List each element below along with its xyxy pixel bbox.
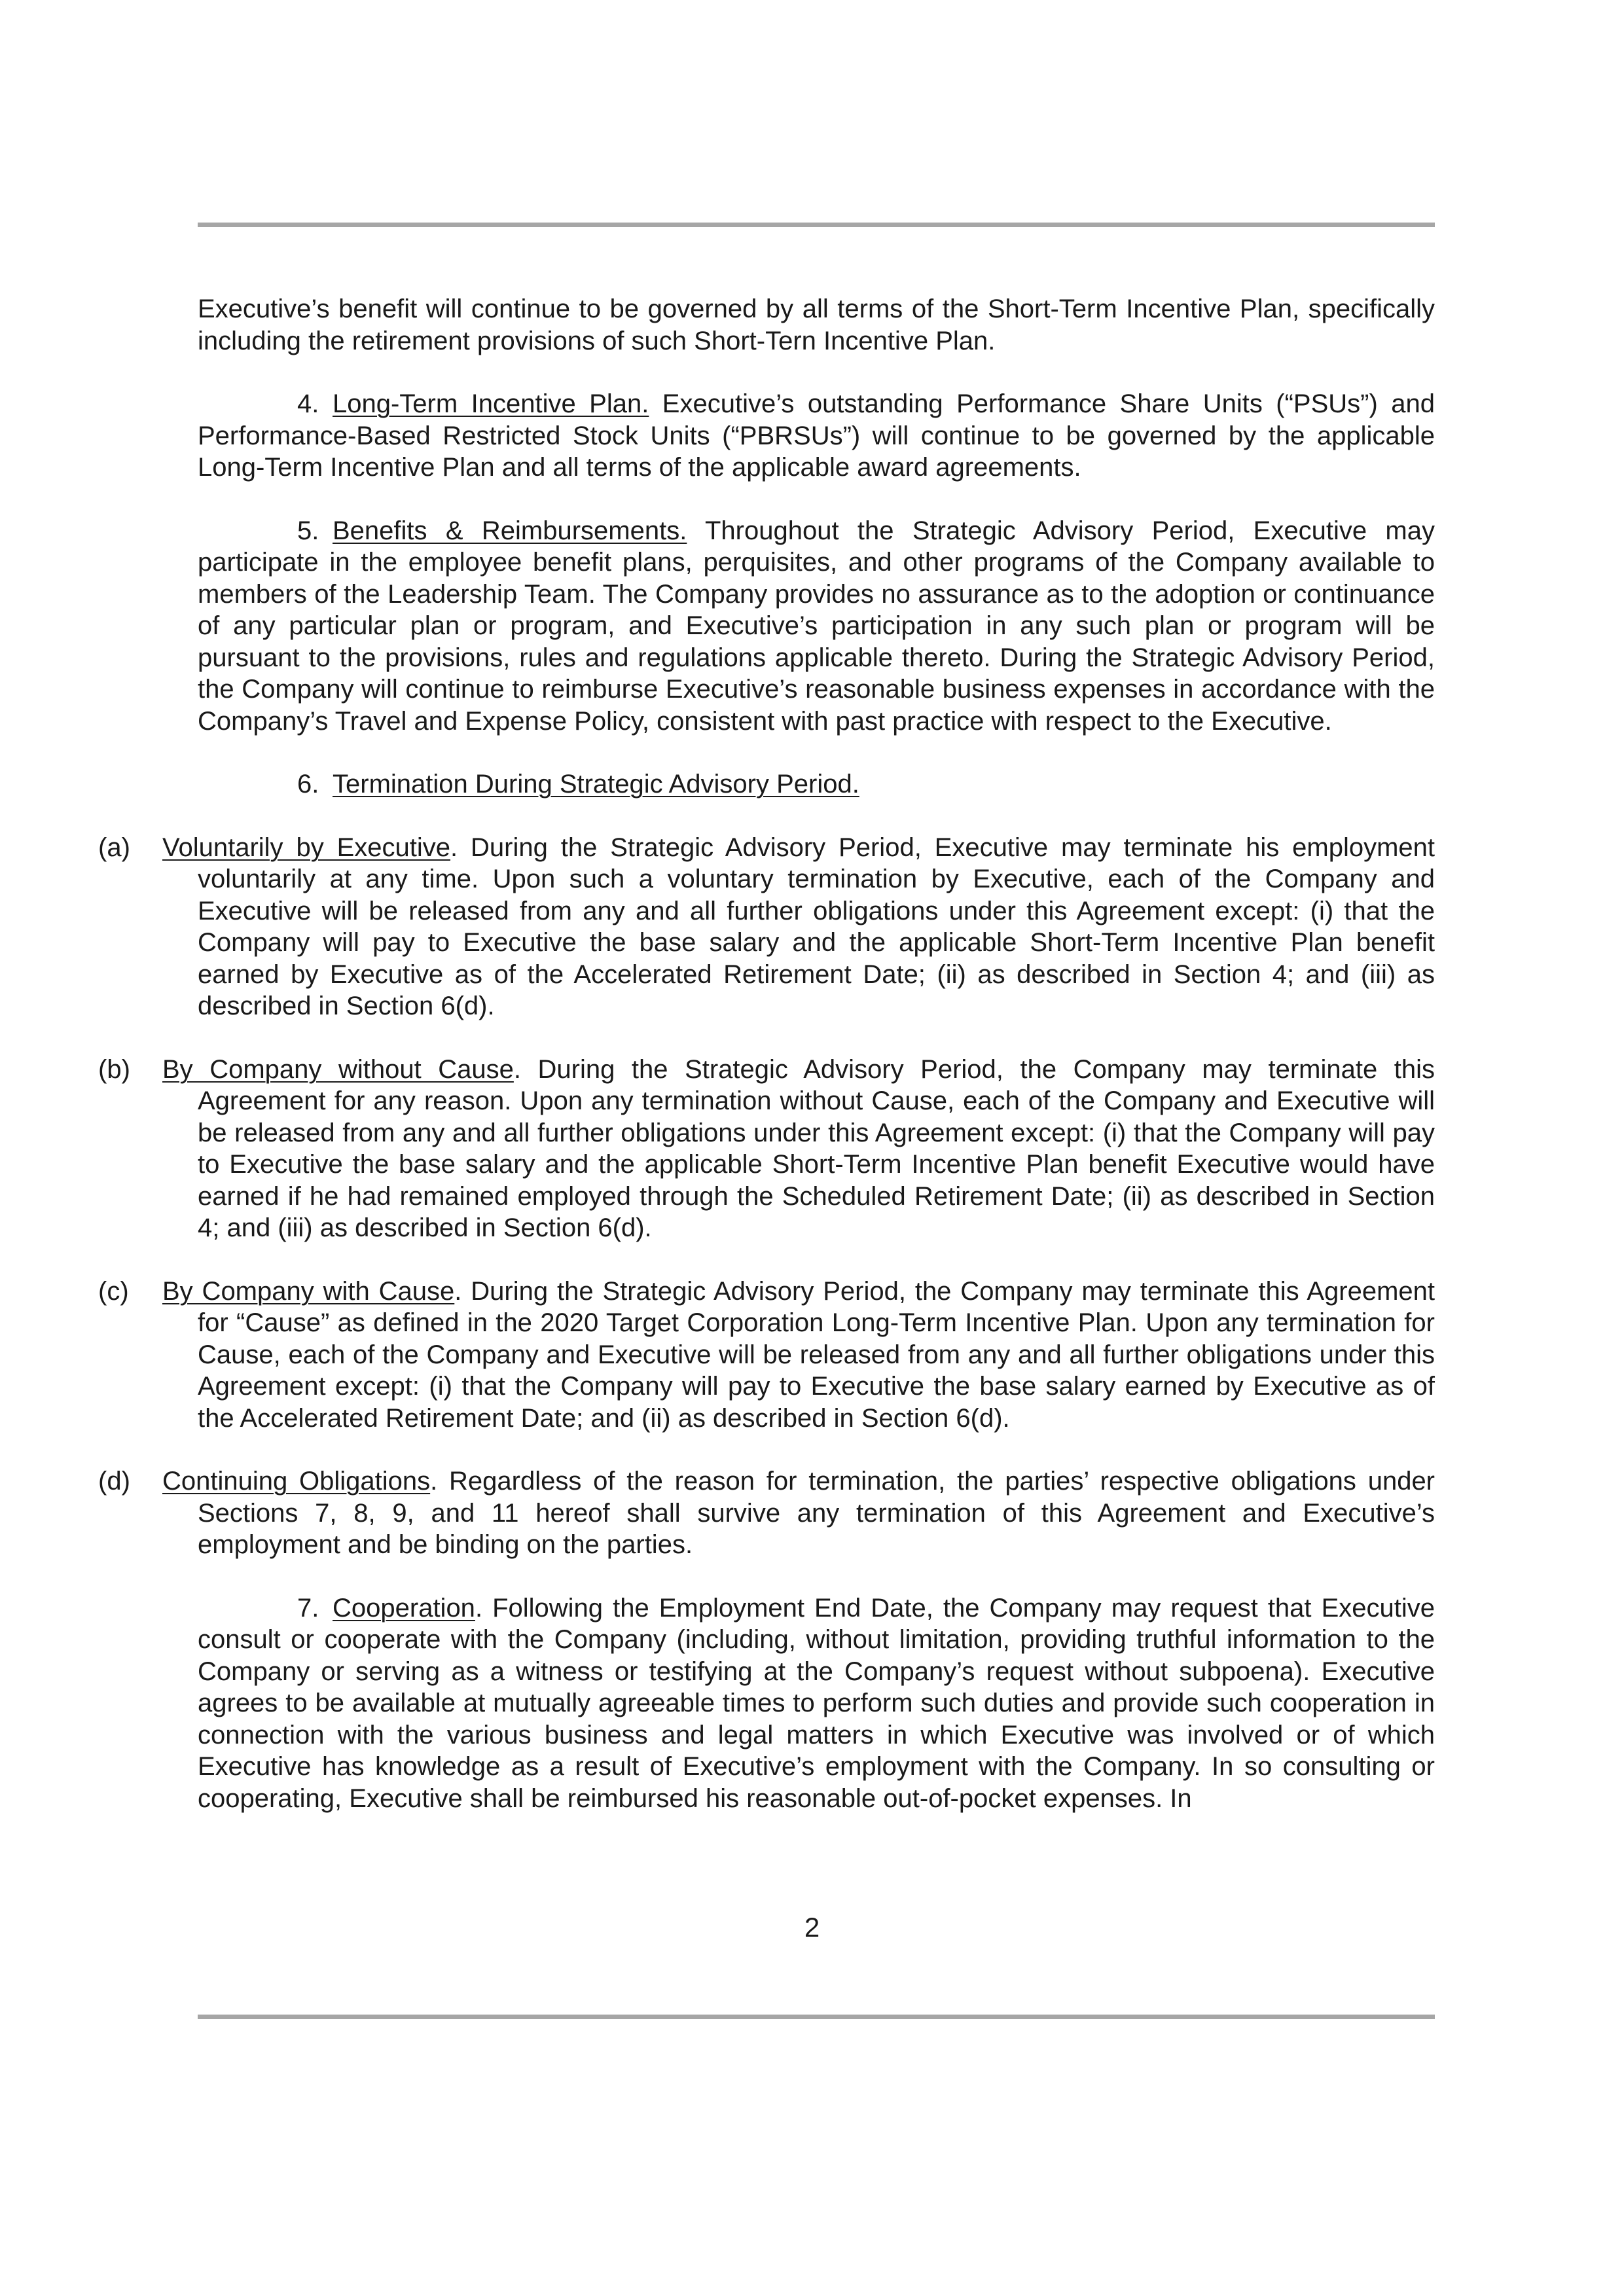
section-6d — [98, 1465, 1435, 1561]
section-number: 4. — [297, 389, 319, 418]
section-4 — [198, 388, 1435, 484]
section-number: 6. — [297, 770, 319, 798]
subsection-text: . Regardless of the reason for termination, the parties’ respective obligations under Sections 7, 8, 9, and 11 hereof shall survive any termination of this Agreement and Executive’s employment and be binding on the parties. — [198, 1467, 1435, 1559]
paragraph-text: Executive’s benefit will continue to be governed by all terms of the Short-Term Incentive Plan, specifically including the retirement provisions of such Short-Tern Incentive Plan. — [198, 295, 1435, 355]
subsection-label: (b) — [98, 1054, 130, 1084]
section-6 — [198, 768, 1435, 800]
section-6b — [98, 1054, 1435, 1244]
section-text: . Following the Employment End Date, the Company may request that Executive consult or cooperate with the Company (including, without limitation, providing truthful information to the Company or serving as a witness or testifying at the Company’s request without subpoena). Executive agrees to be available at mutually agreeable times to perform such duties and provide such cooperation in connection with the various business and legal matters in which Executive was involved or of which Executive has knowledge as a result of Executive’s employment with the Company. In so consulting or cooperating, Executive shall be reimbursed his reasonable out-of-pocket expenses. In — [198, 1593, 1435, 1813]
section-6c — [98, 1276, 1435, 1435]
section-text: Throughout the Strategic Advisory Period, Executive may participate in the employee benefit plans, perquisites, and other programs of the Company available to members of the Leadership Team. The Company provides no assurance as to the adoption or continuance of any particular plan or program, and Executive’s participation in any such plan or program will be pursuant to the provisions, rules and regulations applicable thereto. During the Strategic Advisory Period, the Company will continue to reimburse Executive’s reasonable business expenses in accordance with the Company’s Travel and Expense Policy, consistent with past practice with respect to the Executive. — [198, 516, 1435, 736]
section-6a — [98, 832, 1435, 1022]
subsection-title: Voluntarily by Executive — [162, 833, 451, 862]
page-number: 2 — [804, 1912, 820, 1943]
section-title: Benefits & Reimbursements. — [333, 516, 687, 545]
header-rule — [198, 223, 1435, 227]
subsection-title: Continuing Obligations — [162, 1467, 431, 1496]
subsection-text: . During the Strategic Advisory Period, the Company may terminate this Agreement for “Cause” as defined in the 2020 Target Corporation Long-Term Incentive Plan. Upon any termination for Cause, each of the Company and Executive will be released from any and all further obligations under this Agreement except: (i) that the Company will pay to Executive the base salary earned by Executive as of the Accelerated Retirement Date; and (ii) as described in Section 6(d). — [198, 1276, 1435, 1433]
subsection-title: By Company without Cause — [162, 1054, 514, 1084]
subsection-title: By Company with Cause — [162, 1276, 455, 1306]
subsection-text: . During the Strategic Advisory Period, Executive may terminate his employment voluntarily at any time. Upon such a voluntary termination by Executive, each of the Company and Executive will be released from any and all further obligations under this Agreement except: (i) that the Company will pay to Executive the base salary and the applicable Short-Term Incentive Plan benefit earned by Executive as of the Accelerated Retirement Date; (ii) as described in Section 4; and (iii) as described in Section 6(d). — [198, 833, 1435, 1020]
footer-rule — [198, 2015, 1435, 2019]
section-7 — [198, 1592, 1435, 1815]
subsection-label: (c) — [98, 1276, 129, 1306]
section-title: Long-Term Incentive Plan. — [333, 389, 649, 418]
section-5 — [198, 515, 1435, 738]
section-number: 5. — [297, 516, 319, 545]
subsection-label: (a) — [98, 833, 130, 862]
section-text: Executive’s outstanding Performance Share Units (“PSUs”) and Performance-Based Restricted Stock Units (“PBRSUs”) will continue to be governed by the applicable Long-Term Incentive Plan and all terms of the applicable award agreements. — [198, 389, 1435, 482]
subsection-text: . During the Strategic Advisory Period, the Company may terminate this Agreement for any reason. Upon any termination without Cause, each of the Company and Executive will be released from any and all further obligations under this Agreement except: (i) that the Company will pay to Executive the base salary and the applicable Short-Term Incentive Plan benefit Executive would have earned if he had remained employed through the Scheduled Retirement Date; (ii) as described in Section 4; and (iii) as described in Section 6(d). — [198, 1054, 1435, 1242]
paragraph-continued — [198, 293, 1435, 357]
section-number: 7. — [297, 1593, 319, 1623]
section-title: Termination During Strategic Advisory Period. — [333, 770, 859, 798]
document-body — [98, 293, 1435, 1846]
section-title: Cooperation — [333, 1593, 475, 1623]
subsection-label: (d) — [98, 1467, 130, 1496]
